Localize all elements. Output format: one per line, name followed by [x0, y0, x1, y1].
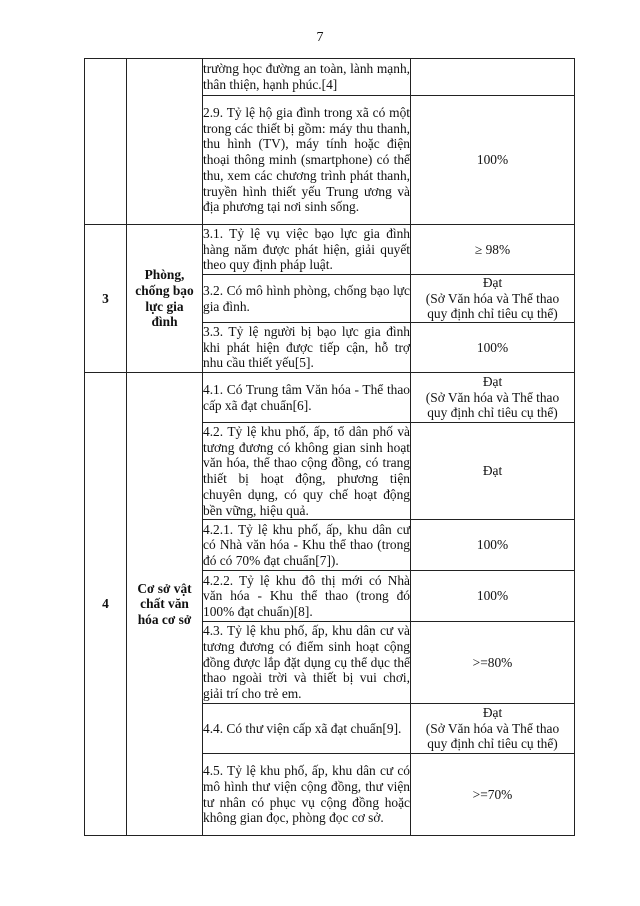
area-text: hóa cơ sở	[137, 611, 192, 627]
area-text: Phòng,	[144, 267, 185, 283]
criterion-cell: 4.3. Tỷ lệ khu phố, ấp, khu dân cư và tương đương có điểm sinh hoạt cộng đồng được lắp đặt dụng cụ thể dục thể thao ngoài trời và thiết bị vui chơi, giải trí cho trẻ em.	[203, 622, 411, 704]
area-text: chất văn	[140, 596, 189, 612]
criterion-cell: 3.3. Tỷ lệ người bị bạo lực gia đình khi phát hiện được tiếp cận, hỗ trợ nhu cầu thiết yếu[5].	[203, 323, 411, 373]
target-cell	[411, 96, 575, 225]
target-cell	[411, 704, 575, 754]
row-number-cell: 4	[85, 373, 127, 836]
table-row	[85, 373, 575, 423]
area-text: chống bạo	[135, 282, 194, 298]
target-text: 100%	[476, 339, 509, 355]
target-cell	[411, 59, 575, 96]
target-text: 100%	[476, 152, 509, 168]
target-text: (Sở Văn hóa và Thể thao	[425, 389, 560, 405]
target-text: 100%	[476, 588, 509, 604]
target-cell	[411, 622, 575, 704]
target-text: (Sở Văn hóa và Thể thao	[425, 290, 560, 306]
criterion-cell: 4.4. Có thư viện cấp xã đạt chuẩn[9].	[203, 704, 411, 754]
criterion-cell: 4.2.2. Tỷ lệ khu đô thị mới có Nhà văn hóa - Khu thể thao (trong đó 100% đạt chuẩn)[8].	[203, 571, 411, 622]
row-number-cell: 3	[85, 225, 127, 373]
target-text: quy định chỉ tiêu cụ thể)	[427, 736, 558, 752]
target-cell	[411, 275, 575, 323]
target-text: 100%	[476, 537, 509, 553]
area-cell	[127, 59, 203, 225]
target-cell	[411, 373, 575, 423]
target-cell	[411, 520, 575, 571]
target-text: >=80%	[472, 654, 513, 670]
area-text: Cơ sở vật	[137, 580, 192, 596]
target-text: ≥ 98%	[474, 241, 511, 257]
table-row	[85, 225, 575, 275]
target-cell	[411, 323, 575, 373]
target-text: Đạt	[482, 705, 503, 721]
target-text: quy định chỉ tiêu cụ thể)	[427, 306, 558, 322]
criterion-cell: 2.9. Tỷ lệ hộ gia đình trong xã có một trong các thiết bị gồm: máy thu thanh, thu hình (TV), máy tính hoặc điện thoại thông minh (smartphone) có thể thu, xem các chương trình phát thanh, truyền hình thiết yếu Trung ương và địa phương tại nơi sinh sống.	[203, 96, 411, 225]
criterion-cell: 4.5. Tỷ lệ khu phố, ấp, khu dân cư có mô hình thư viện cộng đồng, thư viện tư nhân có phục vụ cộng đồng hoặc không gian đọc, phòng đọc cơ sở.	[203, 754, 411, 836]
target-cell	[411, 225, 575, 275]
target-cell	[411, 754, 575, 836]
criterion-cell: trường học đường an toàn, lành mạnh, thân thiện, hạnh phúc.[4]	[203, 59, 411, 96]
area-cell	[127, 225, 203, 373]
criterion-cell: 3.2. Có mô hình phòng, chống bạo lực gia đình.	[203, 275, 411, 323]
criterion-cell: 4.2. Tỷ lệ khu phố, ấp, tổ dân phố và tương đương có không gian sinh hoạt văn hóa, thể thao cộng đồng, có trang thiết bị hoạt động, phương tiện chuyên dụng, có quy chế hoạt động bền vững, hiệu quả.	[203, 423, 411, 520]
target-text: >=70%	[472, 786, 513, 802]
target-text: Đạt	[482, 374, 503, 390]
target-cell	[411, 423, 575, 520]
target-text: quy định chỉ tiêu cụ thể)	[427, 405, 558, 421]
page-number: 7	[316, 30, 324, 45]
row-number-cell	[85, 59, 127, 225]
target-text: Đạt	[482, 275, 503, 290]
criteria-table	[84, 58, 575, 836]
criterion-cell: 3.1. Tỷ lệ vụ việc bạo lực gia đình hàng năm được phát hiện, giải quyết theo quy định pháp luật.	[203, 225, 411, 275]
target-cell	[411, 571, 575, 622]
area-cell	[127, 373, 203, 836]
target-text: (Sở Văn hóa và Thể thao	[425, 720, 560, 736]
area-text: lực gia	[145, 298, 184, 314]
target-text: Đạt	[482, 463, 503, 479]
criterion-cell: 4.1. Có Trung tâm Văn hóa - Thể thao cấp xã đạt chuẩn[6].	[203, 373, 411, 423]
area-text: đình	[151, 314, 178, 330]
criterion-cell: 4.2.1. Tỷ lệ khu phố, ấp, khu dân cư có Nhà văn hóa - Khu thể thao (trong đó có 70% đạt chuẩn[7]).	[203, 520, 411, 571]
table-row	[85, 59, 575, 96]
